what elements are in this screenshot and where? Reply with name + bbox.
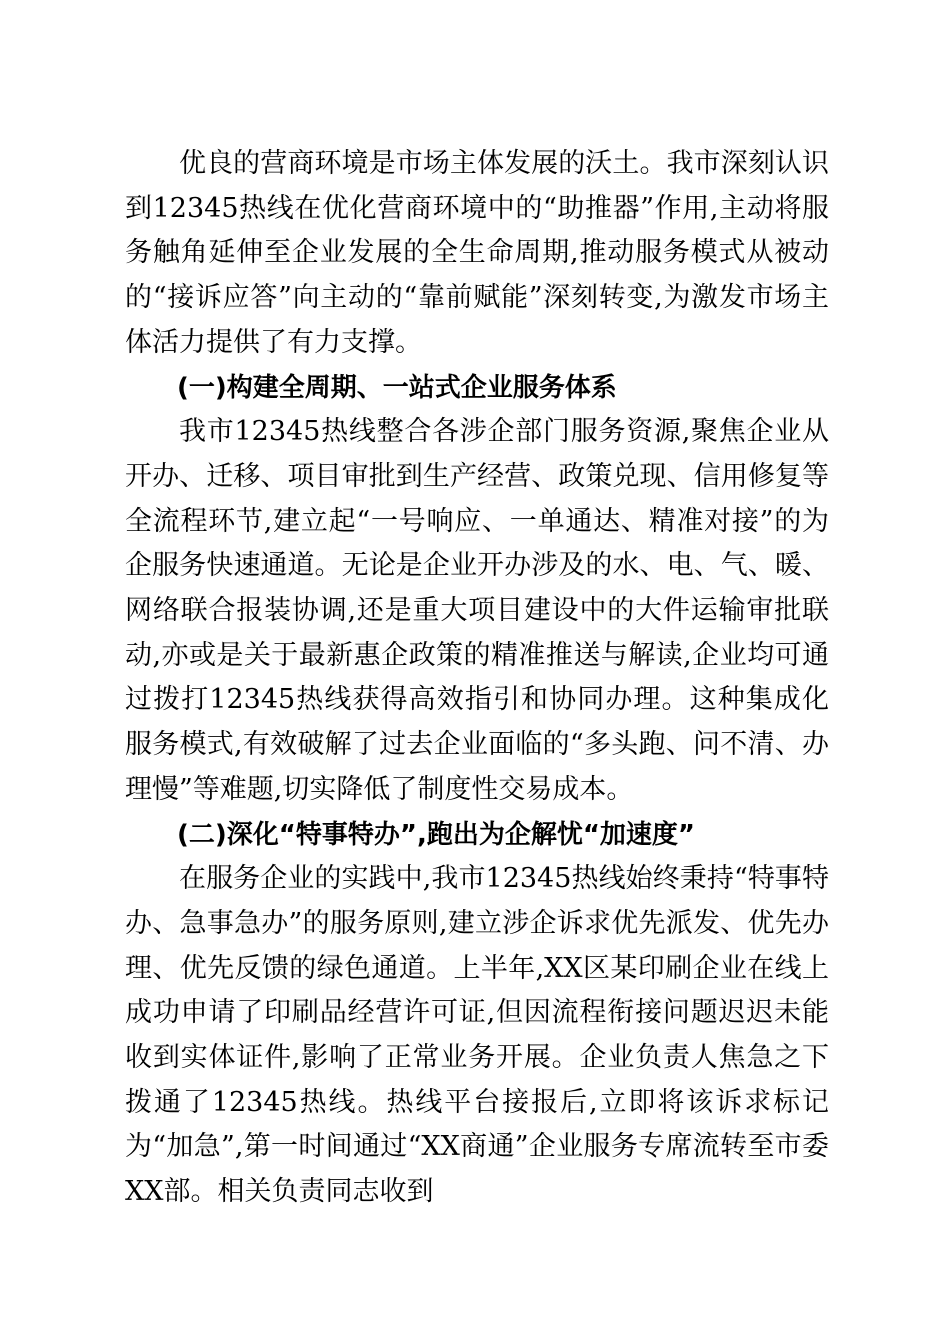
- paragraph-section-1: 我市12345热线整合各涉企部门服务资源,聚焦企业从开办、迁移、项目审批到生产经营、政策兑现、信用修复等全流程环节,建立起“一号响应、一单通达、精准对接”的为企服务快速通道。无论是企业开办涉及的水、电、气、暖、网络联合报装协调,还是重大项目建设中的大件运输审批联动,亦或是关于最新惠企政策的精准推送与解读,企业均可通过拨打12345热线获得高效指引和协同办理。这种集成化服务模式,有效破解了过去企业面临的“多头跑、问不清、办理慢”等难题,切实降低了制度性交易成本。: [125, 416, 829, 805]
- paragraph-intro: 优良的营商环境是市场主体发展的沃土。我市深刻认识到12345热线在优化营商环境中的“助推器”作用,主动将服务触角延伸至企业发展的全生命周期,推动服务模式从被动的“接诉应答”向主动的“靠前赋能”深刻转变,为激发市场主体活力提供了有力支撑。: [125, 148, 829, 358]
- section-heading-2: (二)深化“特事特办”,跑出为企解忧“加速度”: [177, 819, 695, 850]
- section-heading-1: (一)构建全周期、一站式企业服务体系: [177, 372, 617, 403]
- document-body: [125, 142, 829, 1215]
- paragraph-section-2: 在服务企业的实践中,我市12345热线始终秉持“特事特办、急事急办”的服务原则,建立涉企诉求优先派发、优先办理、优先反馈的绿色通道。上半年,XX区某印刷企业在线上成功申请了印刷品经营许可证,但因流程衔接问题迟迟未能收到实体证件,影响了正常业务开展。企业负责人焦急之下拨通了12345热线。热线平台接报后,立即将该诉求标记为“加急”,第一时间通过“XX商通”企业服务专席流转至市委XX部。相关负责同志收到: [125, 863, 829, 1208]
